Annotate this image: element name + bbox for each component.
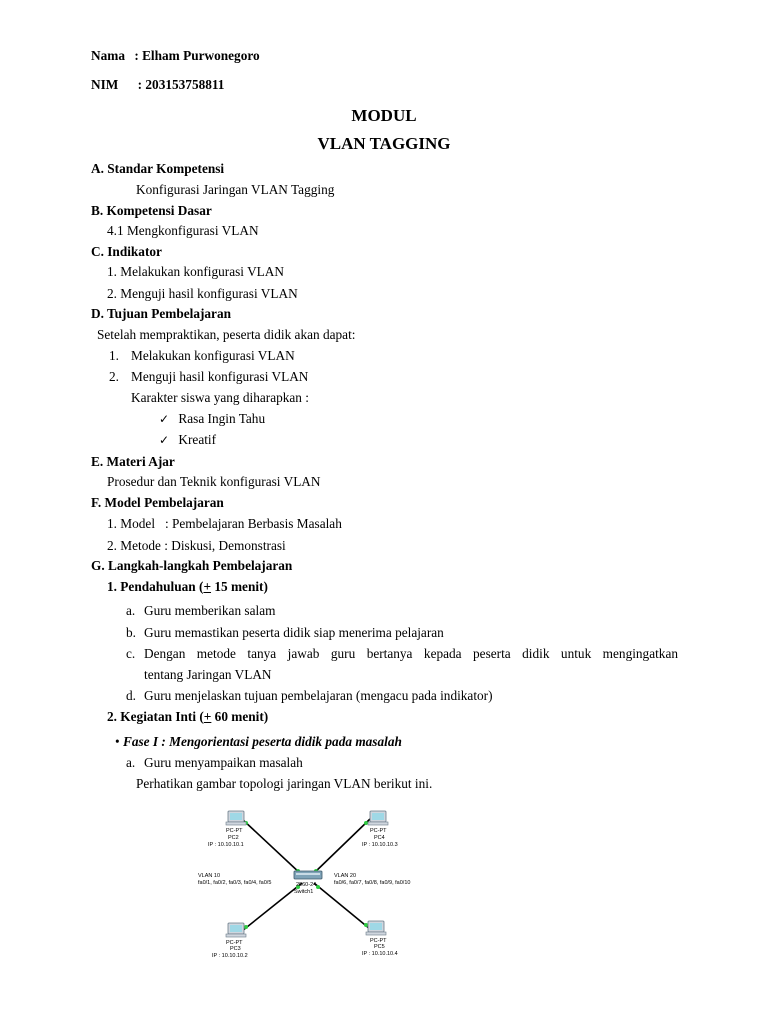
pc-icon xyxy=(226,811,246,825)
karakter-text: Kreatif xyxy=(178,432,217,447)
step-text: Guru memastikan peserta didik siap menerima pelajaran xyxy=(144,625,444,640)
pendahuluan-prefix: 1. Pendahuluan ( xyxy=(107,579,204,594)
pc-type-label: PC-PT xyxy=(370,828,387,834)
section-c-heading: C. Indikator xyxy=(91,244,162,259)
tujuan-number: 1. xyxy=(109,348,119,363)
link-pc3 xyxy=(242,883,302,931)
step-text: Guru menyampaikan masalah xyxy=(144,755,303,770)
step-letter: d. xyxy=(126,688,136,703)
section-g-heading: G. Langkah-langkah Pembelajaran xyxy=(91,558,293,573)
metode-item: 2. Metode : Diskusi, Demonstrasi xyxy=(107,538,286,553)
step-letter: a. xyxy=(126,603,136,618)
kegiatan-inti-heading xyxy=(107,709,268,725)
nim-value: : 203153758811 xyxy=(137,77,225,92)
tujuan-item: Melakukan konfigurasi VLAN xyxy=(131,348,295,363)
step-text: Guru menjelaskan tujuan pembelajaran (mengacu pada indikator) xyxy=(144,688,493,703)
inti-prefix: 2. Kegiatan Inti ( xyxy=(107,709,204,724)
page-title: MODUL xyxy=(351,106,417,125)
section-e-heading: E. Materi Ajar xyxy=(91,454,175,469)
checkmark-icon: ✓ xyxy=(159,412,170,426)
name-line xyxy=(91,48,260,64)
step-letter: b. xyxy=(126,625,136,640)
page-subtitle: VLAN TAGGING xyxy=(317,134,451,153)
topology-instruction: Perhatikan gambar topologi jaringan VLAN berikut ini. xyxy=(136,776,433,791)
pc-ip-label: IP : 10.10.10.3 xyxy=(362,842,398,848)
vlan10-ports: fa0/1, fa0/2, fa0/3, fa0/4, fa0/5 xyxy=(198,880,272,886)
port-indicator xyxy=(244,925,248,929)
pendahuluan-suffix: 15 menit) xyxy=(211,579,268,594)
pendahuluan-heading xyxy=(107,579,268,595)
vlan20-label: VLAN 20 xyxy=(334,873,357,879)
name-label: Nama xyxy=(91,48,125,63)
pc-name-label: PC4 xyxy=(374,835,385,841)
fase-heading xyxy=(115,734,402,750)
link-pc2 xyxy=(242,819,302,875)
step-text: Guru memberikan salam xyxy=(144,603,276,618)
pc-type-label: PC-PT xyxy=(226,828,243,834)
step-letter: c. xyxy=(126,646,136,661)
plus-minus-sign: + xyxy=(203,709,212,724)
fase-text: Fase I : Mengorientasi peserta didik pada masalah xyxy=(122,734,402,749)
vlan10-label: VLAN 10 xyxy=(198,873,221,879)
link-pc5 xyxy=(314,883,370,929)
section-d-heading: D. Tujuan Pembelajaran xyxy=(91,306,232,321)
pc-ip-label: IP : 10.10.10.2 xyxy=(212,953,248,959)
section-b-text: 4.1 Mengkonfigurasi VLAN xyxy=(107,223,259,238)
karakter-item xyxy=(159,411,265,427)
tujuan-item: Menguji hasil konfigurasi VLAN xyxy=(131,369,309,384)
pc-ip-label: IP : 10.10.10.4 xyxy=(362,951,398,957)
pc-icon xyxy=(368,811,388,825)
vlan20-ports: fa0/6, fa0/7, fa0/8, fa0/9, fa0/10 xyxy=(334,880,411,886)
vlan-topology-diagram xyxy=(190,805,450,965)
pc-type-label: PC-PT xyxy=(370,938,387,944)
karakter-item xyxy=(159,432,216,448)
section-e-text: Prosedur dan Teknik konfigurasi VLAN xyxy=(107,474,321,489)
indikator-item: 1. Melakukan konfigurasi VLAN xyxy=(107,264,285,279)
pc-type-label: PC-PT xyxy=(226,940,243,946)
plus-minus-sign: + xyxy=(203,579,212,594)
section-b-heading: B. Kompetensi Dasar xyxy=(91,203,212,218)
section-a-heading: A. Standar Kompetensi xyxy=(91,161,225,176)
nim-line xyxy=(91,77,224,93)
port-indicator xyxy=(316,885,320,889)
switch-name-label: Switch1 xyxy=(294,889,314,895)
pc-name-label: PC3 xyxy=(230,946,241,952)
step-text: Dengan metode tanya jawab guru bertanya kepada peserta didik untuk mengingatkan xyxy=(144,646,678,661)
indikator-item: 2. Menguji hasil konfigurasi VLAN xyxy=(107,286,298,301)
pc-name-label: PC5 xyxy=(374,944,385,950)
pc-name-label: PC2 xyxy=(228,835,239,841)
pc-icon xyxy=(226,923,246,937)
checkmark-icon: ✓ xyxy=(159,433,170,447)
karakter-text: Rasa Ingin Tahu xyxy=(178,411,266,426)
step-letter: a. xyxy=(126,755,136,770)
switch-icon xyxy=(294,871,322,879)
section-f-heading: F. Model Pembelajaran xyxy=(91,495,224,510)
tujuan-number: 2. xyxy=(109,369,119,384)
section-d-intro: Setelah mempraktikan, peserta didik akan dapat: xyxy=(97,327,356,342)
pc-icon xyxy=(366,921,386,935)
inti-suffix: 60 menit) xyxy=(211,709,269,724)
section-a-text: Konfigurasi Jaringan VLAN Tagging xyxy=(136,182,335,197)
switch-model-label: 2960-24 xyxy=(296,882,317,888)
pc-ip-label: IP : 10.10.10.1 xyxy=(208,842,244,848)
karakter-label: Karakter siswa yang diharapkan : xyxy=(131,390,309,405)
model-item: 1. Model : Pembelajaran Berbasis Masalah xyxy=(107,516,342,531)
bullet-icon: • xyxy=(115,734,120,749)
nim-label: NIM xyxy=(91,77,119,92)
port-indicator xyxy=(364,923,368,927)
port-indicator xyxy=(364,821,368,825)
step-text-continued: tentang Jaringan VLAN xyxy=(144,667,272,682)
name-value: : Elham Purwonegoro xyxy=(134,48,260,63)
